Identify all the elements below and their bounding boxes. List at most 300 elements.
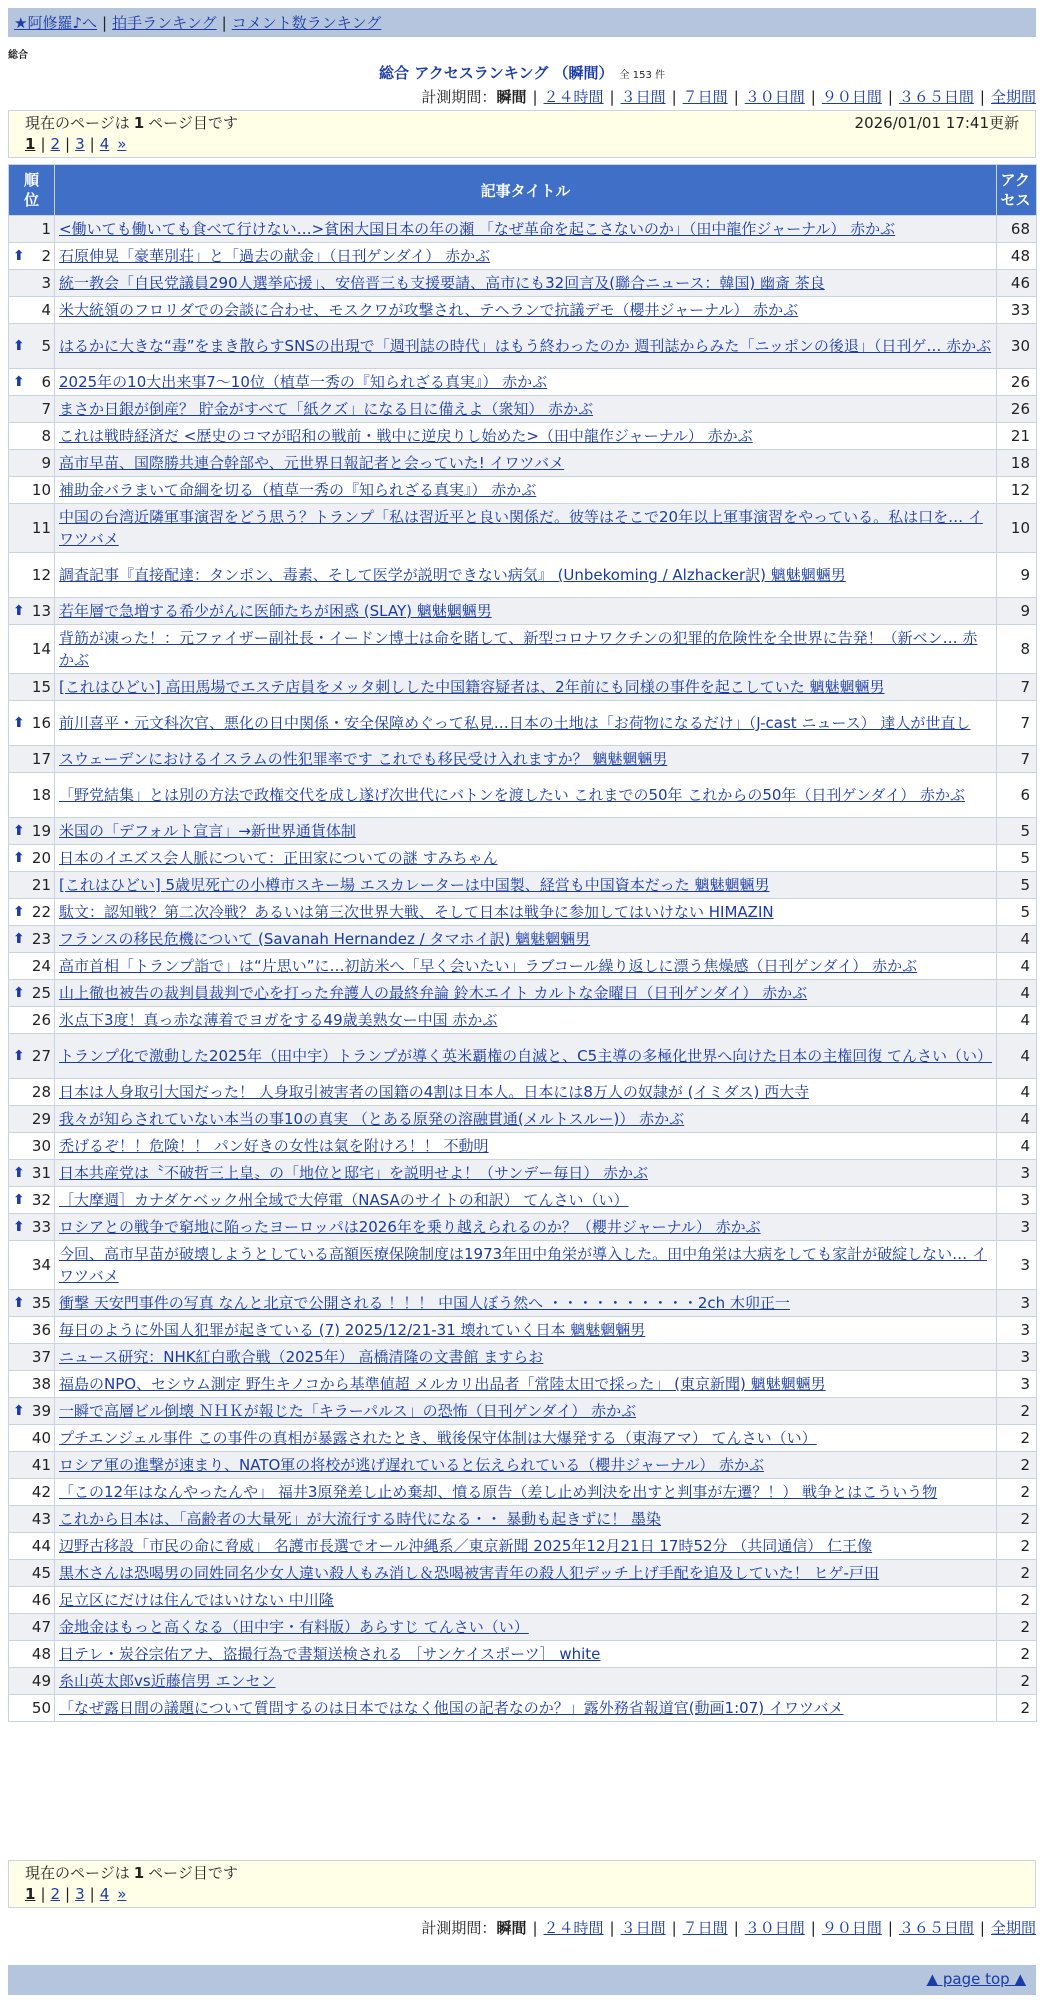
period-option-link[interactable]: ９０日間 (821, 88, 882, 106)
period-label: 計測期間： (421, 88, 497, 106)
article-title-link[interactable]: 2025年の10大出来事7～10位（植草一秀の『知られざる真実』） 赤かぶ (59, 373, 548, 391)
table-row (9, 1290, 1037, 1317)
table-row (9, 598, 1037, 625)
bottom-bar (8, 1965, 1036, 1995)
title-cell (55, 899, 997, 926)
access-count: 4 (997, 1133, 1037, 1160)
rank-cell (9, 674, 55, 701)
rank-number: 40 (31, 1429, 51, 1447)
access-count: 10 (997, 504, 1037, 553)
article-title-link[interactable]: これは戦時経済だ <歴史のコマが昭和の戦前・戦中に逆戻りし始めた>（田中龍作ジャーナル） 赤かぶ (59, 427, 753, 445)
separator: | (733, 88, 739, 106)
table-row (9, 674, 1037, 701)
title-cell (55, 1479, 997, 1506)
article-title-link[interactable]: 中国の台湾近隣軍事演習をどう思う？トランプ「私は習近平と良い関係だ。彼等はそこで20年以上軍事演習をやっている。私は口を… イワツバメ (59, 508, 983, 548)
title-cell (55, 1241, 997, 1290)
title-cell (55, 953, 997, 980)
article-title-link[interactable]: ロシア軍の進撃が速まり、NATO軍の将校が逃げ遅れていると伝えられている（櫻井ジャーナル） 赤かぶ (59, 1456, 765, 1474)
article-title-link[interactable]: フランスの移民危機について (Savanah Hernandez / タマホイ訳) 魑魅魍魎男 (59, 930, 591, 948)
access-count: 3 (997, 1317, 1037, 1344)
rank-up-arrow-icon: ⬆ (13, 1165, 25, 1181)
rank-up-arrow-icon: ⬆ (13, 715, 25, 731)
access-count: 7 (997, 746, 1037, 773)
access-count: 4 (997, 953, 1037, 980)
rank-cell (9, 1695, 55, 1722)
rank-number: 20 (31, 849, 51, 867)
rank-cell (9, 243, 55, 270)
page-number: 1 (133, 1864, 145, 1882)
access-count: 2 (997, 1452, 1037, 1479)
article-title-link[interactable]: 高市早苗、国際勝共連合幹部や、元世界日報記者と会っていた! イワツバメ (59, 454, 565, 472)
rank-cell (9, 423, 55, 450)
rank-number: 21 (31, 876, 51, 894)
access-count: 5 (997, 845, 1037, 872)
table-row (9, 980, 1037, 1007)
separator: | (532, 88, 538, 106)
article-title-link[interactable]: 辺野古移設「市民の命に脅威」 名護市長選でオール沖縄系／東京新聞 2025年12月21日 17時52分 （共同通信） 仁王像 (59, 1537, 873, 1555)
table-row (9, 396, 1037, 423)
category-label: 総合 (8, 50, 28, 61)
next-page-link[interactable]: » (117, 135, 127, 153)
rank-cell (9, 746, 55, 773)
article-title-link[interactable]: 衝撃 天安門事件の写真 なんと北京で公開される ！！！ 中国人ぼう然へ ・・・・・・・・・・2ch 木卯正一 (59, 1294, 790, 1312)
table-row (9, 1668, 1037, 1695)
title-cell (55, 553, 997, 598)
period-option-link[interactable]: ３０日間 (744, 1919, 805, 1937)
separator: | (810, 1919, 816, 1937)
title-cell (55, 270, 997, 297)
article-title-link[interactable]: まさか日銀が倒産？ 貯金がすべて「紙クズ」になる日に備えよ（衆知） 赤かぶ (59, 400, 594, 418)
page-link[interactable]: 3 (75, 1885, 85, 1903)
rank-up-arrow-icon: ⬆ (13, 603, 25, 619)
access-count: 2 (997, 1533, 1037, 1560)
rank-cell (9, 598, 55, 625)
rank-up-arrow-icon: ⬆ (13, 1403, 25, 1419)
rank-cell (9, 845, 55, 872)
access-count: 3 (997, 1187, 1037, 1214)
rank-cell (9, 773, 55, 818)
rank-up-arrow-icon: ⬆ (13, 1219, 25, 1235)
article-title-link[interactable]: [これはひどい] 高田馬場でエステ店員をメッタ刺しした中国籍容疑者は、2年前にも同様の事件を起こしていた 魑魅魍魎男 (59, 678, 885, 696)
rank-number: 3 (41, 274, 51, 292)
title-cell (55, 1587, 997, 1614)
table-row (9, 1614, 1037, 1641)
rank-number: 38 (31, 1375, 51, 1393)
page-suffix: ページ目です (148, 1864, 238, 1882)
rank-cell (9, 1668, 55, 1695)
rank-cell (9, 369, 55, 396)
table-row (9, 1533, 1037, 1560)
updated-timestamp: 2026/01/01 17:41更新 (854, 114, 1019, 132)
home-link[interactable]: ★阿修羅♪へ (14, 14, 98, 32)
pager-top (8, 110, 1036, 158)
separator: | (89, 135, 95, 153)
title-cell (55, 1106, 997, 1133)
rank-cell (9, 1371, 55, 1398)
table-row (9, 216, 1037, 243)
page-number: 1 (133, 114, 145, 132)
table-row (9, 701, 1037, 746)
rank-cell (9, 1290, 55, 1317)
period-option-link[interactable]: 全期間 (990, 1919, 1036, 1937)
access-count: 4 (997, 980, 1037, 1007)
article-title-link[interactable]: はるかに大きな“毒”をまき散らすSNSの出現で「週刊誌の時代」はもう終わったのか 週刊誌からみた「ニッポンの後退」（日刊ゲ… 赤かぶ (59, 337, 992, 355)
article-title-link[interactable]: 毎日のように外国人犯罪が起きている (7) 2025/12/21-31 壊れていく日本 魑魅魍魎男 (59, 1321, 646, 1339)
period-option-link[interactable]: ２４時間 (543, 88, 604, 106)
access-count: 8 (997, 625, 1037, 674)
separator: | (65, 1885, 71, 1903)
table-row (9, 270, 1037, 297)
rank-cell (9, 1614, 55, 1641)
rank-number: 2 (41, 247, 51, 265)
table-row (9, 1133, 1037, 1160)
rank-cell (9, 297, 55, 324)
rank-cell (9, 899, 55, 926)
table-row (9, 1479, 1037, 1506)
access-count: 2 (997, 1560, 1037, 1587)
access-count: 7 (997, 674, 1037, 701)
access-count: 4 (997, 1034, 1037, 1079)
page-link[interactable]: 2 (50, 135, 61, 153)
article-title-link[interactable]: トランプ化で激動した2025年（田中宇）トランプが導く英米覇権の自滅と、C5主導の多極化世界へ向けた日本の主権回復 てんさい（い） (59, 1047, 992, 1065)
article-title-link[interactable]: 日本のイエズス会人脈について：正田家についての謎 すみちゃん (59, 849, 498, 867)
period-option-link[interactable]: ９０日間 (821, 1919, 882, 1937)
title-cell (55, 1425, 997, 1452)
rank-number: 5 (41, 337, 51, 355)
access-count: 3 (997, 1160, 1037, 1187)
separator: | (887, 1919, 893, 1937)
access-count: 7 (997, 701, 1037, 746)
period-option-link[interactable]: ７日間 (682, 88, 728, 106)
rank-number: 15 (31, 678, 51, 696)
rank-cell (9, 324, 55, 369)
title-cell (55, 980, 997, 1007)
rank-cell (9, 1533, 55, 1560)
rank-number: 12 (31, 566, 51, 584)
access-count: 12 (997, 477, 1037, 504)
rank-number: 17 (31, 750, 51, 768)
access-count: 68 (997, 216, 1037, 243)
rank-number: 24 (31, 957, 51, 975)
article-title-link[interactable]: 若年層で急増する希少がんに医師たちが困惑 (SLAY) 魑魅魍魎男 (59, 602, 492, 620)
rank-number: 11 (31, 519, 51, 537)
period-option-current: 瞬間 (496, 88, 527, 106)
current-page-text (25, 113, 238, 133)
rank-up-arrow-icon: ⬆ (13, 1192, 25, 1208)
article-title-link[interactable]: 「この12年はなんやったんや」 福井3原発差し止め棄却、憤る原告（差し止め判決を出すと判事が左遷？！） 戦争とはこういう物 (59, 1483, 938, 1501)
table-row (9, 1007, 1037, 1034)
title-cell (55, 369, 997, 396)
page-suffix: ページ目です (148, 114, 238, 132)
title-cell (55, 845, 997, 872)
article-title-link[interactable]: 石原伸晃「豪華別荘」と「過去の献金」（日刊ゲンダイ） 赤かぶ (59, 247, 491, 265)
table-row (9, 1079, 1037, 1106)
separator: | (40, 1885, 46, 1903)
separator: | (609, 88, 615, 106)
access-count: 26 (997, 396, 1037, 423)
rank-up-arrow-icon: ⬆ (13, 850, 25, 866)
access-count: 5 (997, 899, 1037, 926)
rank-cell (9, 701, 55, 746)
page-link[interactable]: 4 (99, 135, 110, 153)
table-row (9, 1034, 1037, 1079)
access-count: 5 (997, 818, 1037, 845)
article-title-link[interactable]: 氷点下3度！真っ赤な薄着でヨガをする49歳美熟女ー中国 赤かぶ (59, 1011, 498, 1029)
table-row (9, 773, 1037, 818)
title-cell (55, 773, 997, 818)
period-selector-bottom (421, 1917, 1036, 1938)
rank-cell (9, 1187, 55, 1214)
article-title-link[interactable]: 我々が知らされていない本当の事10の真実 （とある原発の溶融貫通(メルトスルー)） 赤かぶ (59, 1110, 685, 1128)
rank-number: 14 (31, 640, 51, 658)
rank-cell (9, 1425, 55, 1452)
rank-cell (9, 450, 55, 477)
rank-number: 37 (31, 1348, 51, 1366)
rank-cell (9, 1506, 55, 1533)
rank-cell (9, 504, 55, 553)
article-title-link[interactable]: 「野党結集」とは別の方法で政権交代を成し遂げ次世代にバトンを渡したい これまでの50年 これからの50年（日刊ゲンダイ） 赤かぶ (59, 786, 965, 804)
page-link[interactable]: 4 (99, 1885, 110, 1903)
rank-up-arrow-icon: ⬆ (13, 1295, 25, 1311)
article-title-link[interactable]: 米大統領のフロリダでの会談に合わせ、モスクワが攻撃され、テヘランで抗議デモ（櫻井ジャーナル） 赤かぶ (59, 301, 799, 319)
article-title-link[interactable]: 日テレ・炭谷宗佑アナ、盗撮行為で書類送検される ［サンケイスポーツ］ white (59, 1645, 601, 1663)
table-row (9, 504, 1037, 553)
table-row (9, 953, 1037, 980)
title-cell (55, 1007, 997, 1034)
access-count: 18 (997, 450, 1037, 477)
access-count: 2 (997, 1668, 1037, 1695)
rank-up-arrow-icon: ⬆ (13, 1048, 25, 1064)
col-access-header: アクセス (997, 165, 1037, 216)
title-cell (55, 926, 997, 953)
article-title-link[interactable]: 黒木さんは恐喝男の同姓同名少女人違い殺人もみ消し＆恐喝被害青年の殺人犯デッチ上げ手配を追及していた！ ヒゲ-戸田 (59, 1564, 879, 1582)
article-title-link[interactable]: 足立区にだけは住んではいけない 中川隆 (59, 1591, 334, 1609)
access-count: 2 (997, 1587, 1037, 1614)
article-title-link[interactable]: 今回、高市早苗が破壊しようとしている高額医療保険制度は1973年田中角栄が導入した。田中角栄は大病をしても家計が破綻しない… イワツバメ (59, 1245, 987, 1285)
access-count: 2 (997, 1506, 1037, 1533)
article-title-link[interactable]: 日本共産党は〝不破哲三上皇〟の「地位と邸宅」を説明せよ！（サンデー毎日） 赤かぶ (59, 1164, 649, 1182)
table-row (9, 1641, 1037, 1668)
rank-cell (9, 1241, 55, 1290)
title-cell (55, 701, 997, 746)
article-title-link[interactable]: <働いても働いても食べて行けない…>貧困大国日本の年の瀬 「なぜ革命を起こさないのか」（田中龍作ジャーナル） 赤かぶ (59, 220, 896, 238)
article-title-link[interactable]: 米国の「デフォルト宣言」→新世界通貨体制 (59, 822, 356, 840)
access-count: 4 (997, 1007, 1037, 1034)
rank-cell (9, 1106, 55, 1133)
rank-number: 30 (31, 1137, 51, 1155)
title-cell (55, 216, 997, 243)
title-cell (55, 1133, 997, 1160)
title-cell (55, 477, 997, 504)
table-row (9, 553, 1037, 598)
pager-bottom (8, 1860, 1036, 1908)
rank-number: 35 (31, 1294, 51, 1312)
access-count: 4 (997, 1106, 1037, 1133)
rank-cell (9, 953, 55, 980)
rank-number: 16 (31, 714, 51, 732)
article-title-link[interactable]: [これはひどい] 5歳児死亡の小樽市スキー場 エスカレーターは中国製、経営も中国資本だった 魑魅魍魎男 (59, 876, 770, 894)
page-link[interactable]: 3 (75, 135, 85, 153)
rank-number: 9 (41, 454, 51, 472)
table-row (9, 1398, 1037, 1425)
title-cell (55, 1614, 997, 1641)
period-option-link[interactable]: ３日間 (620, 88, 666, 106)
article-title-link[interactable]: スウェーデンにおけるイスラムの性犯罪率です これでも移民受け入れますか？ 魑魅魍魎男 (59, 750, 668, 768)
rank-cell (9, 872, 55, 899)
article-title-link[interactable]: ロシアとの戦争で窮地に陥ったヨーロッパは2026年を乗り越えられるのか？（櫻井ジャーナル） 赤かぶ (59, 1218, 761, 1236)
article-title-link[interactable]: 禿げるぞ！！危険！！ パン好きの女性は氣を附けろ！！ 不動明 (59, 1137, 489, 1155)
period-option-link[interactable]: ３０日間 (744, 88, 805, 106)
article-title-link[interactable]: 糸山英太郎vs近藤信男 エンセン (59, 1672, 276, 1690)
rank-number: 25 (31, 984, 51, 1002)
article-title-link[interactable]: 金地金はもっと高くなる（田中宇・有料版）あらすじ てんさい（い） (59, 1618, 529, 1636)
title-cell (55, 1317, 997, 1344)
period-option-link[interactable]: 全期間 (990, 88, 1036, 106)
access-count: 2 (997, 1425, 1037, 1452)
article-title-link[interactable]: 福島のNPO、セシウム測定 野生キノコから基準値超 メルカリ出品者「常陸太田で採った」 (東京新聞) 魑魅魍魎男 (59, 1375, 826, 1393)
period-option-link[interactable]: ３日間 (620, 1919, 666, 1937)
title-cell (55, 1344, 997, 1371)
rank-number: 13 (31, 602, 51, 620)
period-option-current: 瞬間 (496, 1919, 527, 1937)
rank-number: 28 (31, 1083, 51, 1101)
article-title-link[interactable]: 背筋が凍った！：元ファイザー副社長・イードン博士は命を賭して、新型コロナワクチンの犯罪的危険性を全世界に告発！（新ベン… 赤かぶ (59, 629, 978, 669)
title-cell (55, 1533, 997, 1560)
table-row (9, 845, 1037, 872)
rank-number: 47 (31, 1618, 51, 1636)
table-row (9, 1241, 1037, 1290)
rank-cell (9, 625, 55, 674)
access-count: 2 (997, 1641, 1037, 1668)
table-row (9, 1344, 1037, 1371)
rank-number: 42 (31, 1483, 51, 1501)
title-cell (55, 396, 997, 423)
col-title-header: 記事タイトル (55, 165, 997, 216)
title-cell (55, 625, 997, 674)
table-row (9, 369, 1037, 396)
table-row (9, 324, 1037, 369)
period-option-link[interactable]: ２４時間 (543, 1919, 604, 1937)
article-title-link[interactable]: 「なぜ露日間の議題について質問するのは日本ではなく他国の記者なのか？」露外務省報道官(動画1:07) イワツバメ (59, 1699, 844, 1717)
article-title-link[interactable]: 統一教会「自民党議員290人選挙応援」、安倍晋三も支援要請、高市にも32回言及(聯合ニュース：韓国) 幽斎 茶良 (59, 274, 825, 292)
rank-number: 1 (41, 220, 51, 238)
table-row (9, 926, 1037, 953)
title-cell (55, 324, 997, 369)
article-title-link[interactable]: 日本は人身取引大国だった！ 人身取引被害者の国籍の4割は日本人。日本には8万人の奴隷が (イミダス) 西大寺 (59, 1083, 810, 1101)
period-option-link[interactable]: ３６５日間 (898, 1919, 974, 1937)
rank-cell (9, 477, 55, 504)
separator: | (979, 1919, 985, 1937)
title-cell (55, 1290, 997, 1317)
rank-number: 27 (31, 1047, 51, 1065)
rank-up-arrow-icon: ⬆ (13, 985, 25, 1001)
next-page-link[interactable]: » (117, 1885, 127, 1903)
article-title-link[interactable]: 高市首相「トランプ詣で」は“片思い”に…初訪米へ「早く会いたい」ラブコール繰り返しに漂う焦燥感（日刊ゲンダイ） 赤かぶ (59, 957, 918, 975)
table-row (9, 899, 1037, 926)
table-row (9, 625, 1037, 674)
access-count: 9 (997, 598, 1037, 625)
separator: | (671, 88, 677, 106)
rank-number: 18 (31, 786, 51, 804)
article-title-link[interactable]: ［大摩週］カナダケベック州全域で大停電（NASAのサイトの和訳） てんさい（い） (59, 1191, 629, 1209)
separator: | (532, 1919, 538, 1937)
access-count: 2 (997, 1695, 1037, 1722)
comment-ranking-link[interactable]: コメント数ランキング (231, 14, 382, 32)
access-count: 6 (997, 773, 1037, 818)
access-count: 48 (997, 243, 1037, 270)
rank-up-arrow-icon: ⬆ (13, 931, 25, 947)
rank-number: 45 (31, 1564, 51, 1582)
article-title-link[interactable]: 前川喜平・元文科次官、悪化の日中関係・安全保障めぐって私見…日本の土地は「お荷物になるだけ」（J-cast ニュース） 達人が世直し (59, 714, 971, 732)
access-count: 9 (997, 553, 1037, 598)
article-title-link[interactable]: 駄文：認知戦？第二次冷戦？あるいは第三次世界大戦、そして日本は戦争に参加してはいけない HIMAZIN (59, 903, 774, 921)
page-link[interactable]: 2 (50, 1885, 61, 1903)
rank-number: 8 (41, 427, 51, 445)
rank-cell (9, 396, 55, 423)
article-title-link[interactable]: 補助金バラまいて命綱を切る（植草一秀の『知られざる真実』） 赤かぶ (59, 481, 537, 499)
separator: | (733, 1919, 739, 1937)
rank-cell (9, 818, 55, 845)
rank-cell (9, 216, 55, 243)
access-count: 3 (997, 1241, 1037, 1290)
access-count: 2 (997, 1398, 1037, 1425)
table-row (9, 746, 1037, 773)
table-row (9, 1160, 1037, 1187)
rank-number: 31 (31, 1164, 51, 1182)
page-text: 現在のページは (25, 1864, 130, 1882)
table-row (9, 872, 1037, 899)
rank-cell (9, 1344, 55, 1371)
title-cell (55, 872, 997, 899)
article-title-link[interactable]: これから日本は、「高齢者の大量死」が大流行する時代になる・・ 暴動も起きずに！ 墨染 (59, 1510, 662, 1528)
page-link-current: 1 (25, 135, 36, 153)
rank-number: 10 (31, 481, 51, 499)
period-option-link[interactable]: ３６５日間 (898, 88, 974, 106)
article-title-link[interactable]: 調査記事『直接配達：タンポン、毒素、そして医学が説明できない病気』 (Unbekoming / Alzhacker訳) 魑魅魍魎男 (59, 566, 846, 584)
rank-cell (9, 1160, 55, 1187)
access-count: 5 (997, 872, 1037, 899)
period-option-link[interactable]: ７日間 (682, 1919, 728, 1937)
table-row (9, 1187, 1037, 1214)
page-top-link[interactable]: ▲ page top ▲ (926, 1970, 1026, 1988)
rank-number: 23 (31, 930, 51, 948)
rank-cell (9, 1452, 55, 1479)
table-row (9, 450, 1037, 477)
title-cell (55, 674, 997, 701)
title-cell (55, 818, 997, 845)
table-row (9, 243, 1037, 270)
article-title-link[interactable]: 一瞬で高層ビル倒壊 ＮＨＫが報じた「キラーパルス」の恐怖（日刊ゲンダイ） 赤かぶ (59, 1402, 637, 1420)
article-title-link[interactable]: ニュース研究：NHK紅白歌合戦（2025年） 高橋清隆の文書館 ますらお (59, 1348, 544, 1366)
title-cell (55, 1398, 997, 1425)
access-count: 4 (997, 1079, 1037, 1106)
rank-number: 44 (31, 1537, 51, 1555)
access-count: 33 (997, 297, 1037, 324)
rank-up-arrow-icon: ⬆ (13, 904, 25, 920)
rank-number: 29 (31, 1110, 51, 1128)
table-row (9, 1560, 1037, 1587)
access-count: 2 (997, 1479, 1037, 1506)
clap-ranking-link[interactable]: 拍手ランキング (112, 14, 217, 32)
article-title-link[interactable]: プチエンジェル事件 この事件の真相が暴露されたとき、戦後保守体制は大爆発する（東海アマ） てんさい（い） (59, 1429, 817, 1447)
title-cell (55, 1371, 997, 1398)
rank-number: 50 (31, 1699, 51, 1717)
rank-up-arrow-icon: ⬆ (13, 823, 25, 839)
period-label: 計測期間： (421, 1919, 497, 1937)
article-title-link[interactable]: 山上徹也被告の裁判員裁判で心を打った弁護人の最終弁論 鈴木エイト カルトな金曜日（日刊ゲンダイ） 赤かぶ (59, 984, 808, 1002)
table-row (9, 1214, 1037, 1241)
page-title (0, 62, 1044, 83)
